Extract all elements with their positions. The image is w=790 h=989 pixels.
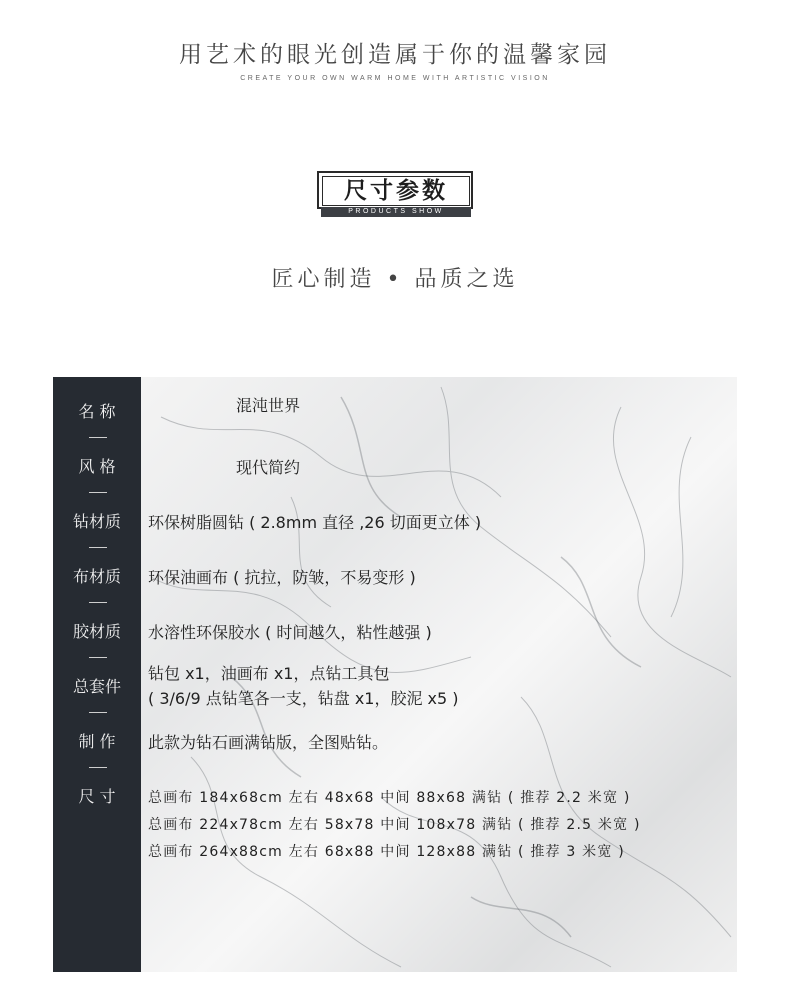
value-name: 混沌世界 bbox=[236, 396, 301, 415]
label-style: 风 格 bbox=[78, 457, 116, 476]
divider bbox=[89, 657, 107, 658]
section-badge bbox=[317, 171, 473, 218]
label-size: 尺 寸 bbox=[78, 787, 116, 806]
label-make: 制 作 bbox=[78, 732, 116, 751]
label-diamond: 钻材质 bbox=[72, 512, 121, 531]
slogan: 匠心制造 • 品质之选 bbox=[271, 267, 519, 292]
divider bbox=[89, 767, 107, 768]
label-name: 名 称 bbox=[78, 402, 116, 421]
divider bbox=[89, 437, 107, 438]
label-glue: 胶材质 bbox=[72, 622, 121, 641]
value-kit: 钻包 x1，油画布 x1，点钻工具包 bbox=[148, 664, 390, 683]
badge-subtitle: PRODUCTS SHOW bbox=[321, 207, 471, 217]
size-line: 总画布 264x88cm 左右 68x88 中间 128x88 满钻 ( 推荐 3 米宽 ) bbox=[148, 844, 625, 860]
spec-sidebar bbox=[53, 377, 141, 972]
badge-title: 尺寸参数 bbox=[322, 176, 470, 206]
size-line: 总画布 184x68cm 左右 48x68 中间 88x68 满钻 ( 推荐 2.2 米宽 ) bbox=[148, 790, 631, 806]
divider bbox=[89, 492, 107, 493]
label-kit: 总套件 bbox=[72, 677, 121, 696]
label-canvas: 布材质 bbox=[72, 567, 121, 586]
value-style: 现代简约 bbox=[236, 458, 301, 477]
badge-frame bbox=[317, 171, 473, 209]
header-title: 用艺术的眼光创造属于你的温馨家园 bbox=[179, 42, 611, 68]
header-subtitle: CREATE YOUR OWN WARM HOME WITH ARTISTIC VISION bbox=[240, 75, 550, 82]
value-kit-detail: ( 3/6/9 点钻笔各一支，钻盘 x1，胶泥 x5 ) bbox=[148, 689, 459, 708]
value-make: 此款为钻石画满钻版，全图贴钻。 bbox=[148, 733, 389, 752]
size-line: 总画布 224x78cm 左右 58x78 中间 108x78 满钻 ( 推荐 2.5 米宽 ) bbox=[148, 817, 641, 833]
divider bbox=[89, 602, 107, 603]
spec-panel bbox=[53, 377, 737, 972]
marble-background bbox=[141, 377, 737, 972]
value-diamond: 环保树脂圆钻 ( 2.8mm 直径 ,26 切面更立体 ) bbox=[148, 513, 482, 532]
divider bbox=[89, 547, 107, 548]
value-glue: 水溶性环保胶水 ( 时间越久，粘性越强 ) bbox=[148, 623, 432, 642]
value-canvas: 环保油画布 ( 抗拉，防皱，不易变形 ) bbox=[148, 568, 416, 587]
divider bbox=[89, 712, 107, 713]
